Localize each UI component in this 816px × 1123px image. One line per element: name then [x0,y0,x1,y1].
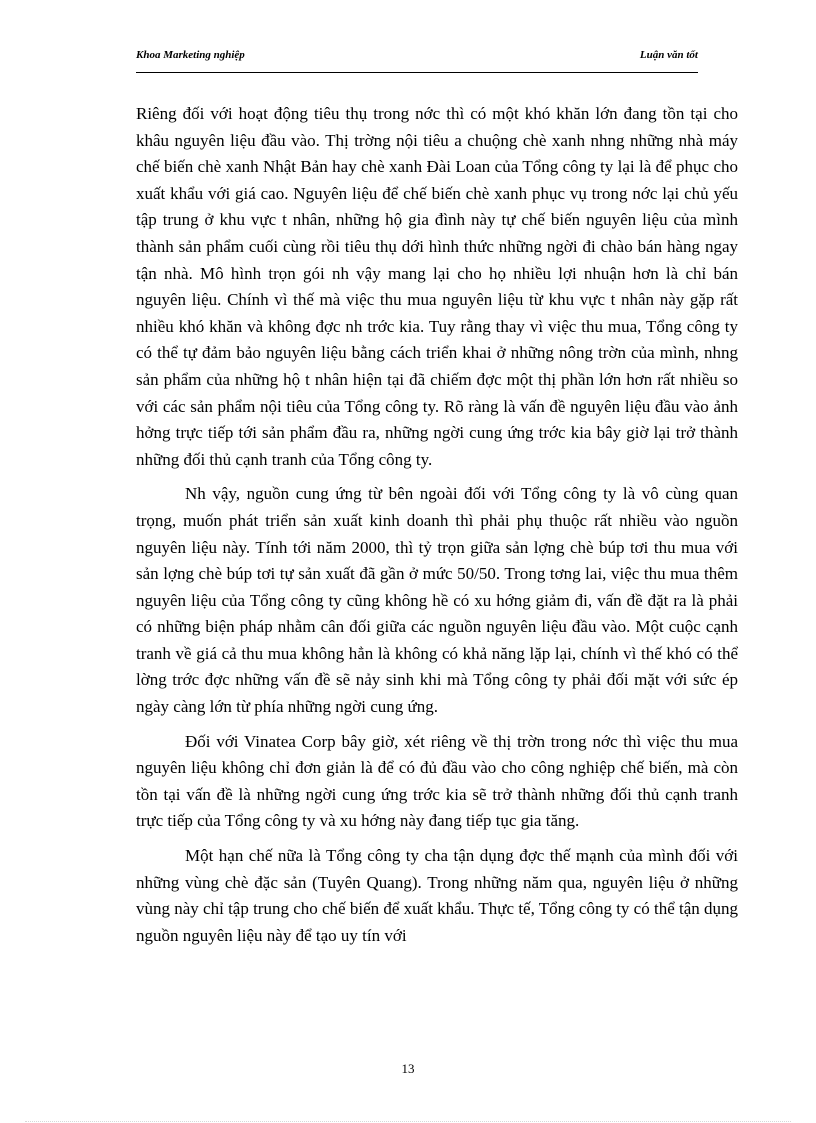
header-left-text: Khoa Marketing nghiệp [136,49,245,61]
paragraph-3: Đối với Vinatea Corp bây giờ, xét riêng về thị trờn trong nớc thì việc thu mua nguyên liệu không chỉ đơn giản là để có đủ đầu vào cho công nghiệp chế biến, mà còn tồn tại vấn đề là những ngời cung ứng trớc kia sẽ trở thành những đối thủ cạnh tranh trực tiếp của Tổng công ty và xu hớng này đang tiếp tục gia tăng. [136,731,738,831]
body-text [136,101,738,949]
paragraph-2: Nh vậy, nguồn cung ứng từ bên ngoài đối với Tổng công ty là vô cùng quan trọng, muốn phát triển sản xuất kinh doanh thì phải phụ thuộc rất nhiều vào nguồn nguyên liệu này. Tính tới năm 2000, thì tỷ trọn giữa sản lợng chè búp tơi thu mua với sản lợng chè búp tơi tự sản xuất đã gần ở mức 50/50. Trong tơng lai, việc thu mua thêm nguyên liệu của Tổng công ty cũng không hề có xu hớng giảm đi, vấn đề đặt ra là phải có những biện pháp nhằm cân đối giữa các nguồn nguyên liệu đầu vào. Một cuộc cạnh tranh về giá cả thu mua không hẳn là không có khả năng lặp lại, chính vì thế khó có thể lờng trớc đợc những vấn đề sẽ nảy sinh khi mà Tổng công ty phải đối mặt với sức ép ngày càng lớn từ phía những ngời cung ứng. [136,484,738,717]
paragraph-4: Một hạn chế nữa là Tổng công ty cha tận dụng đợc thế mạnh của mình đối với những vùng chè đặc sản (Tuyên Quang). Trong những năm qua, nguyên liệu ở những vùng này chỉ tập trung cho chế biến để xuất khẩu. Thực tế, Tổng công ty có thể tận dụng nguồn nguyên liệu này để tạo uy tín với [136,846,739,945]
page-header [136,50,698,73]
page-number: 13 [401,1061,415,1076]
paragraph-1: Riêng đối với hoạt động tiêu thụ trong nớc thì có một khó khăn lớn đang tồn tại cho khâu nguyên liệu đầu vào. Thị trờng nội tiêu a chuộng chè xanh nhng những nhà máy chế biến chè xanh Nhật Bản hay chè xanh Đài Loan của Tổng công ty lại là để phục cho xuất khẩu với giá cao. Nguyên liệu để chế biến chè xanh phục vụ trong nớc lại chủ yếu tập trung ở khu vực t nhân, những hộ gia đình này tự chế biến nguyên liệu của mình thành sản phẩm cuối cùng rồi tiêu thụ dới hình thức những ngời đi chào bán hàng ngay tận nhà. Mô hình trọn gói nh vậy mang lại cho họ nhiều lợi nhuận hơn là chỉ bán nguyên liệu. Chính vì thế mà việc thu mua nguyên liệu từ khu vực t nhân này gặp rất nhiều khó khăn và không đợc nh trớc kia. Tuy rằng thay vì việc thu mua, Tổng công ty có thể tự đảm bảo nguyên liệu bằng cách triển khai ở những nông trờn của mình, nhng sản phẩm của những hộ t nhân hiện tại đã chiếm đợc một thị phần lớn hơn rất nhiều so với các sản phẩm nội tiêu của Tổng công ty. Rõ ràng là vấn đề nguyên liệu đầu vào ảnh hởng trực tiếp tới sản phẩm đầu ra, những ngời cung ứng trớc kia bây giờ lại trở thành những đối thủ cạnh tranh của Tổng công ty. [136,104,738,469]
header-right-text: Luận văn tốt [639,49,698,61]
footer-divider [25,1121,791,1122]
